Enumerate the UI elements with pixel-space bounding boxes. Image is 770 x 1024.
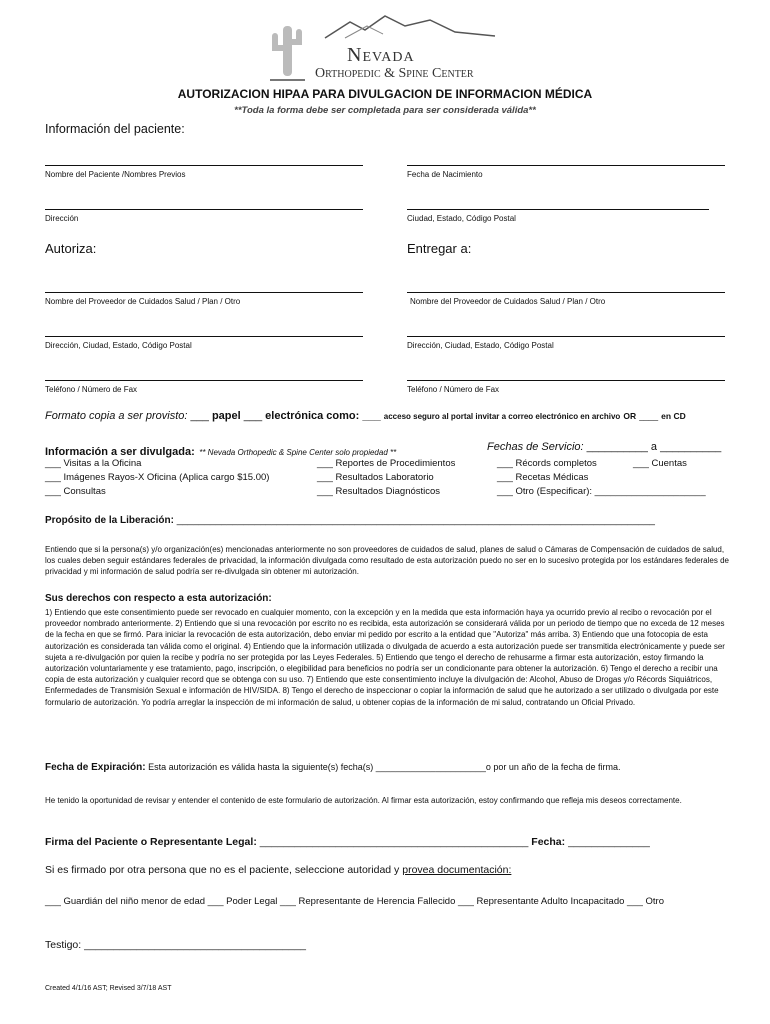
disclose-col3-item[interactable]: ___ Récords completos	[497, 458, 597, 469]
purpose-label: Propósito de la Liberación:	[45, 515, 174, 526]
dob-label: Fecha de Nacimiento	[407, 170, 483, 179]
witness-label: Testigo:	[45, 939, 82, 951]
disclose-col2-item[interactable]: ___ Resultados Laboratorio	[317, 472, 434, 483]
city-label: Ciudad, Estado, Código Postal	[407, 214, 516, 223]
rights-heading: Sus derechos con respecto a esta autorización:	[45, 593, 272, 604]
electronic-label: electrónica como:	[265, 410, 360, 422]
deliver-address-field[interactable]	[407, 336, 725, 337]
deliver-phone-label: Teléfono / Número de Fax	[407, 385, 500, 394]
deliver-heading: Entregar a:	[407, 241, 472, 256]
footer-note: Created 4/1/16 AST; Revised 3/7/18 AST	[45, 985, 172, 992]
signature-date-label: Fecha:	[531, 836, 566, 848]
logo	[255, 8, 515, 86]
purpose-row	[45, 515, 655, 526]
deliver-provider-field[interactable]	[407, 292, 725, 293]
disclose-col1-item[interactable]: ___ Imágenes Rayos-X Oficina (Aplica cargo $15.00)	[45, 472, 270, 483]
expiration-field[interactable]: ______________________	[375, 762, 486, 772]
provide-documentation-link[interactable]: provea documentación:	[402, 864, 512, 876]
format-row	[45, 410, 686, 422]
deliver-address-label: Dirección, Ciudad, Estado, Código Postal	[407, 341, 554, 350]
patient-name-label: Nombre del Paciente /Nombres Previos	[45, 170, 186, 179]
city-field[interactable]	[407, 209, 709, 210]
secure-checkbox[interactable]: ___	[362, 410, 381, 422]
patient-heading: Información del paciente:	[45, 122, 185, 136]
expiration-text-b: o por un año de la fecha de firma.	[485, 762, 621, 772]
paper-checkbox[interactable]: ___	[190, 410, 209, 422]
logo-line2: Orthopedic & Spine Center	[315, 66, 474, 81]
signature-label: Firma del Paciente o Representante Legal:	[45, 836, 257, 848]
authorize-provider-field[interactable]	[45, 292, 363, 293]
read-paragraph: He tenido la oportunidad de revisar y entender el contenido de este formulario de autorización. Al firmar esta autorización, estoy confirmando que refleja mis deseos correctamente.	[45, 796, 682, 805]
signature-row	[45, 836, 650, 848]
authority-options[interactable]: ___ Guardián del niño menor de edad ___ Poder Legal ___ Representante de Herencia Fallecido ___ Representante Adulto Incapacitado ___ Otro	[45, 896, 664, 907]
expiration-row	[45, 762, 620, 773]
disclose-col3-item[interactable]: ___ Otro (Especificar): _____________________	[497, 486, 706, 497]
address-field[interactable]	[45, 209, 363, 210]
disclose-col4-item[interactable]: ___ Cuentas	[633, 458, 687, 469]
disclose-col1-item[interactable]: ___ Visitas a la Oficina	[45, 458, 142, 469]
purpose-field[interactable]: ______________________________________________________________________________________	[176, 515, 655, 526]
disclose-col1-item[interactable]: ___ Consultas	[45, 486, 106, 497]
service-dates	[487, 441, 721, 453]
authorize-phone-field[interactable]	[45, 380, 363, 381]
disclose-col3-item[interactable]: ___ Recetas Médicas	[497, 472, 589, 483]
patient-name-field[interactable]	[45, 165, 363, 166]
signature-field[interactable]: ______________________________________________	[259, 836, 529, 848]
authorize-address-label: Dirección, Ciudad, Estado, Código Postal	[45, 341, 192, 350]
form-subtitle: **Toda la forma debe ser completada para ser considerada válida**	[234, 105, 536, 116]
service-dates-field[interactable]: __________ a __________	[586, 441, 722, 453]
deliver-provider-label: Nombre del Proveedor de Cuidados Salud / Plan / Otro	[410, 297, 606, 306]
logo-line1: Nevada	[347, 44, 415, 66]
disclose-note: ** Nevada Orthopedic & Spine Center solo propiedad **	[199, 448, 397, 457]
witness-row	[45, 939, 306, 951]
expiration-label: Fecha de Expiración:	[45, 762, 146, 773]
service-dates-label: Fechas de Servicio:	[487, 441, 584, 453]
witness-field[interactable]: ______________________________________	[84, 939, 307, 951]
other-signer-text: Si es firmado por otra persona que no es el paciente, seleccione autoridad y	[45, 864, 400, 876]
cd-label: en CD	[661, 411, 686, 421]
dob-field[interactable]	[407, 165, 725, 166]
form-title: AUTORIZACION HIPAA PARA DIVULGACION DE INFORMACION MÉDICA	[177, 87, 593, 101]
format-lead: Formato copia a ser provisto:	[45, 410, 188, 422]
understand-paragraph: Entiendo que si la persona(s) y/o organización(es) mencionadas anteriormente no son proveedores de cuidados de salud, planes de salud o Cámaras de Compensación de cuidados de salud, los cuales deben seguir estándares federales de privacidad, la información divulgada como resultado de esta autorización puedo no ser en lo sucesivo protegida por los estándares federales de privacidad y mi información de salud podría ser re-divulgada sin obtener mi autorización.	[45, 545, 729, 577]
or-label: OR	[623, 411, 637, 421]
other-signer-row	[45, 864, 511, 876]
authorize-provider-label: Nombre del Proveedor de Cuidados Salud / Plan / Otro	[45, 297, 241, 306]
paper-label: papel	[211, 410, 241, 422]
address-label: Dirección	[45, 214, 79, 223]
deliver-phone-field[interactable]	[407, 380, 725, 381]
secure-label: acceso seguro al portal invitar a correo electrónico en archivo	[383, 412, 621, 421]
disclose-heading: Información a ser divulgada:	[45, 446, 195, 458]
cd-checkbox[interactable]: ____	[639, 411, 659, 421]
authorize-address-field[interactable]	[45, 336, 363, 337]
expiration-text-a: Esta autorización es válida hasta la siguiente(s) fecha(s)	[148, 762, 374, 772]
disclose-col2-item[interactable]: ___ Reportes de Procedimientos	[317, 458, 456, 469]
electronic-checkbox[interactable]: ___	[243, 410, 263, 422]
authorize-heading: Autoriza:	[45, 241, 97, 256]
signature-date-field[interactable]: ______________	[568, 836, 650, 848]
rights-paragraph: 1) Entiendo que este consentimiento puede ser revocado en cualquier momento, con la excepción y en la medida que esta información haya ya ocurrido previo al recibo o revocación por el proveedor nombrado anteriormente. 2) Entiendo que si una revocación por escrito no es recibida, esta autorización se considerará válida por un periodo de tiempo que no exceda de 12 meses de la fecha en que se firmó. Para iniciar la revocación de esta autorización, debo enviar mi pedido por escrito a la entidad que "Autoriza" más arriba. 3) Entiendo que una fotocopia de esta autorización es considerada tan válida como el original. 4) Entiendo que la información utilizada o divulgada de acuerdo a esta autorización puede ser transmitida electrónicamente y puede ser sujeta a re-divulgación por quien la recibe y podría no ser protegida por las Leyes Federales. 5) Entiendo que tengo el derecho de rehusarme a firmar esta autorización, estoy firmando la autorización voluntariamente y ese tratamiento, pago, inscripción, o elegibilidad para beneficios no podría ser un condicionante para obtener la autorización. 6) Tengo el derecho a recibir una copia de esta autorización y cualquier record que se obtenga con su uso. 7) Entiendo que este consentimiento incluye la divulgación de: Alcohol, Abuso de Drogas y/o Récords Siquiátricos, Enfermedades de Transmisión Sexual e información de HIV/SIDA. 8) Tengo el derecho de inspeccionar o copiar la información de salud que he autorizado a ser utilizado o divulgada por este formulario de autorización. Yo podría arreglar la inspección de mi información de salud, u obtener copias de la información de mi salud, contratando un Oficial Privado.	[45, 608, 725, 707]
authorize-phone-label: Teléfono / Número de Fax	[45, 385, 138, 394]
disclose-col2-item[interactable]: ___ Resultados Diagnósticos	[317, 486, 441, 497]
